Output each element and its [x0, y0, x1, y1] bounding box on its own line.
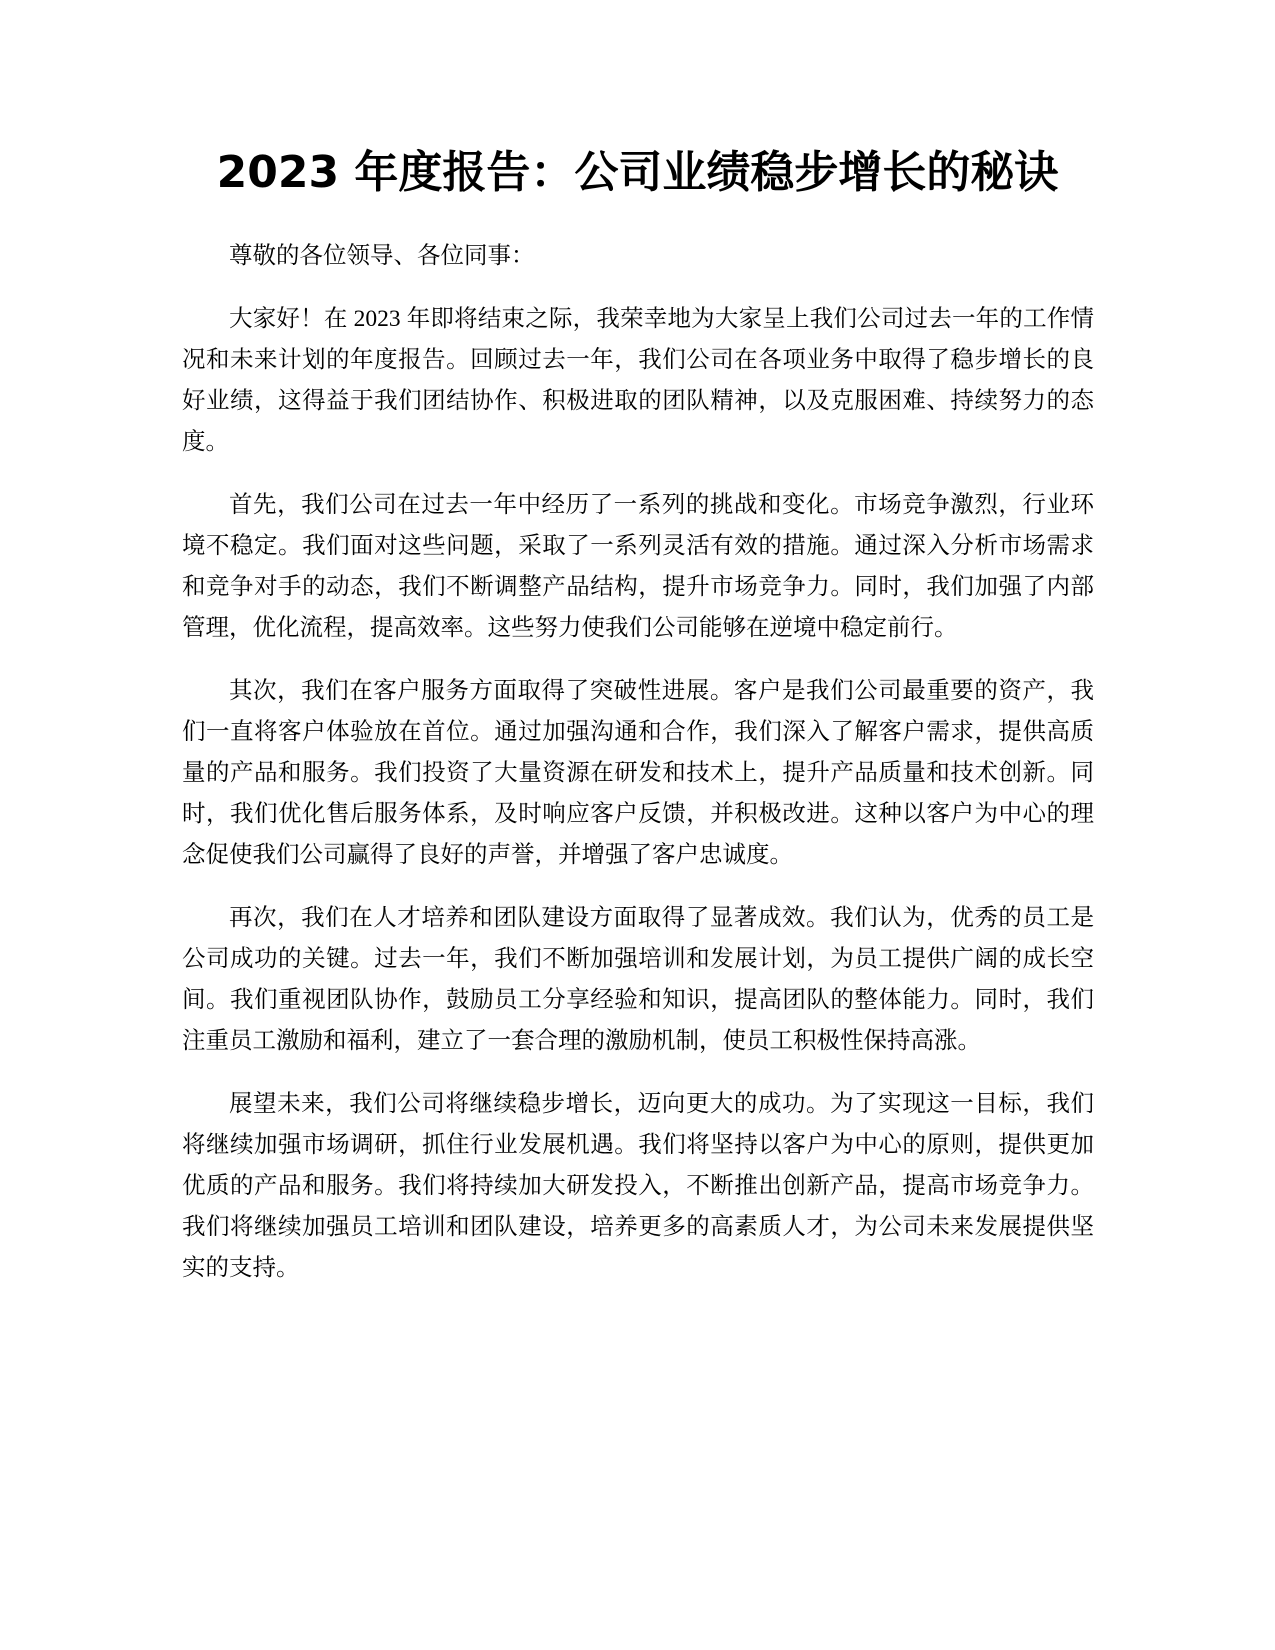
customer-service-paragraph: 其次，我们在客户服务方面取得了突破性进展。客户是我们公司最重要的资产，我们一直将客户体验放在首位。通过加强沟通和合作，我们深入了解客户需求，提供高质量的产品和服务。我们投资了大量资源在研发和技术上，提升产品质量和技术创新。同时，我们优化售后服务体系，及时响应客户反馈，并积极改进。这种以客户为中心的理念促使我们公司赢得了良好的声誉，并增强了客户忠诚度。 — [182, 678, 1094, 868]
document-body — [182, 236, 1094, 1311]
document-title: 2023 年度报告：公司业绩稳步增长的秘诀 — [216, 147, 1059, 198]
challenges-paragraph: 首先，我们公司在过去一年中经历了一系列的挑战和变化。市场竞争激烈，行业环境不稳定。我们面对这些问题，采取了一系列灵活有效的措施。通过深入分析市场需求和竞争对手的动态，我们不断调整产品结构，提升市场竞争力。同时，我们加强了内部管理，优化流程，提高效率。这些努力使我们公司能够在逆境中稳定前行。 — [182, 492, 1094, 641]
outlook-paragraph: 展望未来，我们公司将继续稳步增长，迈向更大的成功。为了实现这一目标，我们将继续加强市场调研，抓住行业发展机遇。我们将坚持以客户为中心的原则，提供更加优质的产品和服务。我们将持续加大研发投入，不断推出创新产品，提高市场竞争力。我们将继续加强员工培训和团队建设，培养更多的高素质人才，为公司未来发展提供坚实的支持。 — [182, 1091, 1094, 1281]
talent-paragraph: 再次，我们在人才培养和团队建设方面取得了显著成效。我们认为，优秀的员工是公司成功的关键。过去一年，我们不断加强培训和发展计划，为员工提供广阔的成长空间。我们重视团队协作，鼓励员工分享经验和知识，提高团队的整体能力。同时，我们注重员工激励和福利，建立了一套合理的激励机制，使员工积极性保持高涨。 — [182, 905, 1094, 1054]
intro-paragraph: 大家好！在 2023 年即将结束之际，我荣幸地为大家呈上我们公司过去一年的工作情况和未来计划的年度报告。回顾过去一年，我们公司在各项业务中取得了稳步增长的良好业绩，这得益于我们团结协作、积极进取的团队精神，以及克服困难、持续努力的态度。 — [182, 306, 1094, 455]
salutation-paragraph: 尊敬的各位领导、各位同事： — [229, 243, 535, 269]
